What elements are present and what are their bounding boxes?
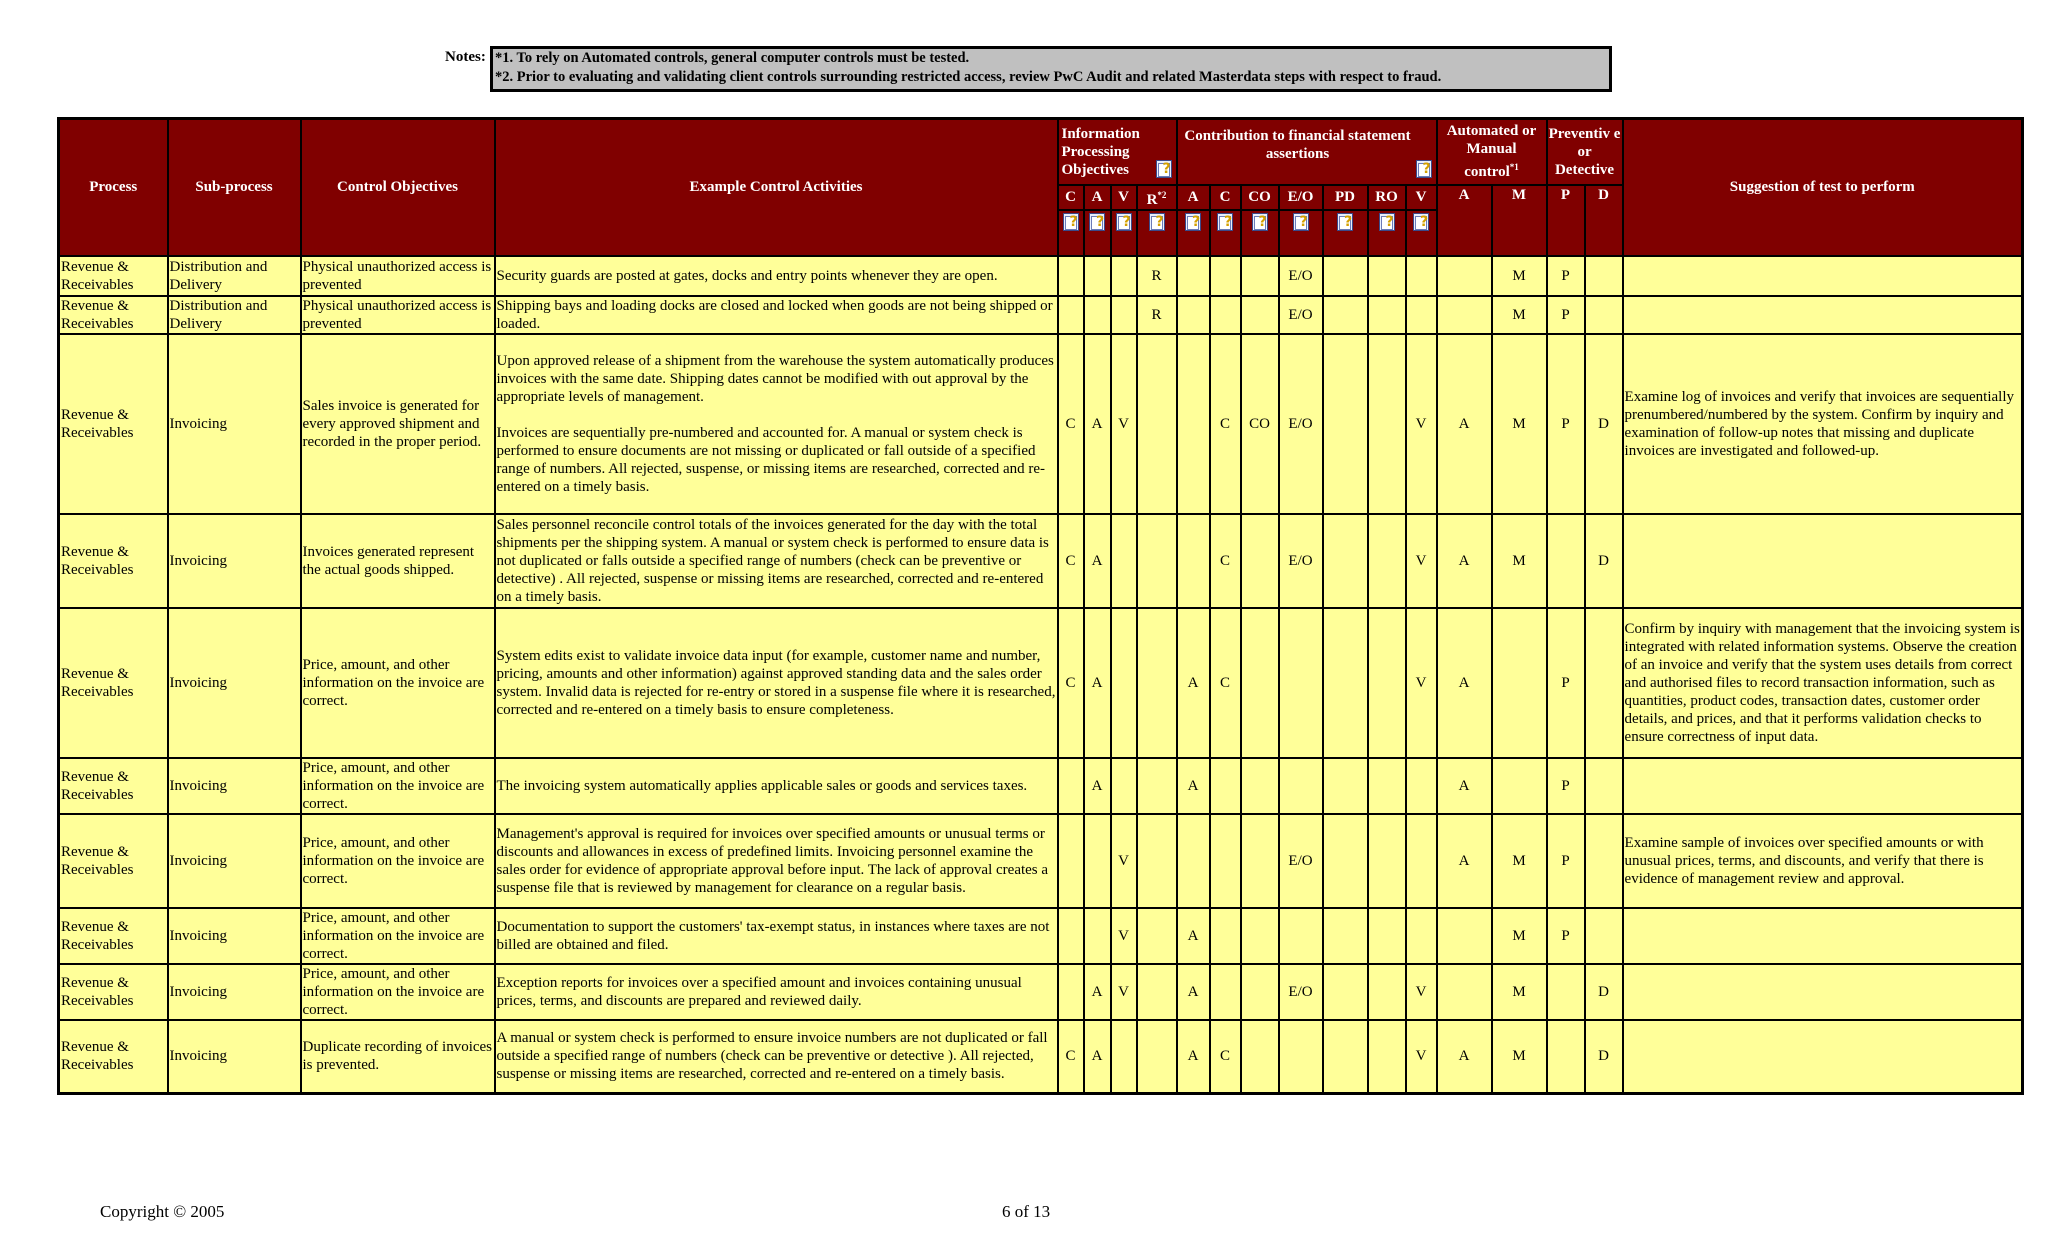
ipo-v-cell: V [1111, 908, 1137, 964]
det-cell [1585, 814, 1623, 908]
ipo-a-cell [1084, 814, 1111, 908]
header-fsa-group [1177, 119, 1437, 185]
auto-cell: A [1437, 758, 1492, 814]
manual-cell [1492, 758, 1547, 814]
header-icon-cell [1406, 210, 1437, 256]
det-cell: D [1585, 334, 1623, 514]
header-suggestion: Suggestion of test to perform [1623, 119, 2023, 256]
ipo-v-cell [1111, 514, 1137, 608]
header-ipo-r [1137, 185, 1177, 210]
prev-cell [1547, 964, 1585, 1020]
manual-cell: M [1492, 334, 1547, 514]
process-cell: Revenue & Receivables [59, 256, 168, 296]
help-document-icon[interactable] [1089, 213, 1105, 231]
ipo-c-cell: C [1058, 514, 1084, 608]
auto-cell: A [1437, 514, 1492, 608]
table-row [59, 964, 2023, 1020]
fsa-ro-cell [1368, 814, 1406, 908]
suggestion-cell [1623, 908, 2023, 964]
fsa-eo-cell [1279, 908, 1323, 964]
ipo-r-cell [1137, 758, 1177, 814]
fsa-co-cell [1241, 758, 1279, 814]
header-icon-cell [1368, 210, 1406, 256]
fsa-v-cell [1406, 908, 1437, 964]
subprocess-cell: Invoicing [168, 908, 301, 964]
process-cell: Revenue & Receivables [59, 964, 168, 1020]
ipo-c-cell [1058, 296, 1084, 334]
fsa-a-cell: A [1177, 758, 1210, 814]
header-prev: P [1547, 185, 1585, 256]
fsa-c-cell: C [1210, 334, 1241, 514]
fsa-a-cell: A [1177, 608, 1210, 758]
manual-cell: M [1492, 1020, 1547, 1094]
page-number: 6 of 13 [1002, 1202, 1051, 1221]
fsa-c-cell [1210, 964, 1241, 1020]
table-row [59, 334, 2023, 514]
ipo-v-cell [1111, 256, 1137, 296]
fsa-v-cell: V [1406, 514, 1437, 608]
fsa-eo-cell: E/O [1279, 334, 1323, 514]
det-cell [1585, 296, 1623, 334]
process-cell: Revenue & Receivables [59, 758, 168, 814]
header-am-sup: *1 [1509, 162, 1519, 173]
fsa-co-cell: CO [1241, 334, 1279, 514]
fsa-pd-cell [1323, 514, 1368, 608]
footer-copyright: Copyright © 2005 [100, 1202, 225, 1221]
process-cell: Revenue & Receivables [59, 514, 168, 608]
help-document-icon[interactable] [1252, 213, 1268, 231]
table-row [59, 908, 2023, 964]
fsa-eo-cell [1279, 1020, 1323, 1094]
activity-cell: A manual or system check is performed to ensure invoice numbers are not duplicated or fall outside a specified range of numbers (check can be preventive or detective ). All rejected, suspense or missing items are researched, corrected and re-entered on a timely basis. [495, 1020, 1058, 1094]
table-row [59, 758, 2023, 814]
header-icon-cell [1241, 210, 1279, 256]
prev-cell: P [1547, 608, 1585, 758]
subprocess-cell: Invoicing [168, 964, 301, 1020]
ipo-r-cell: R [1137, 256, 1177, 296]
ipo-r-cell [1137, 608, 1177, 758]
ipo-a-cell [1084, 296, 1111, 334]
ipo-a-cell [1084, 256, 1111, 296]
ipo-r-cell: R [1137, 296, 1177, 334]
auto-cell [1437, 964, 1492, 1020]
header-control-objectives: Control Objectives [301, 119, 495, 256]
table-body [59, 256, 2023, 1094]
ipo-v-cell: V [1111, 964, 1137, 1020]
fsa-eo-cell: E/O [1279, 514, 1323, 608]
fsa-pd-cell [1323, 964, 1368, 1020]
header-fsa-a: A [1177, 185, 1210, 210]
header-auto: A [1437, 185, 1492, 256]
manual-cell: M [1492, 814, 1547, 908]
fsa-pd-cell [1323, 1020, 1368, 1094]
det-cell [1585, 758, 1623, 814]
ipo-a-cell: A [1084, 334, 1111, 514]
activity-cell: The invoicing system automatically applies applicable sales or goods and services taxes. [495, 758, 1058, 814]
fsa-v-cell [1406, 256, 1437, 296]
fsa-v-cell [1406, 758, 1437, 814]
table-row [59, 514, 2023, 608]
help-document-icon[interactable] [1185, 213, 1201, 231]
table-row [59, 814, 2023, 908]
notes-box [490, 46, 1612, 92]
table-row [59, 608, 2023, 758]
objective-cell: Invoices generated represent the actual goods shipped. [301, 514, 495, 608]
subprocess-cell: Distribution and Delivery [168, 256, 301, 296]
auto-cell [1437, 296, 1492, 334]
header-ipo-a: A [1084, 185, 1111, 210]
manual-cell: M [1492, 964, 1547, 1020]
ipo-v-cell: V [1111, 334, 1137, 514]
header-icon-cell [1084, 210, 1111, 256]
header-fsa-c: C [1210, 185, 1241, 210]
auto-cell: A [1437, 334, 1492, 514]
auto-cell: A [1437, 608, 1492, 758]
fsa-eo-cell: E/O [1279, 296, 1323, 334]
process-cell: Revenue & Receivables [59, 908, 168, 964]
ipo-a-cell: A [1084, 514, 1111, 608]
header-fsa-co: CO [1241, 185, 1279, 210]
activity-cell: Security guards are posted at gates, docks and entry points whenever they are open. [495, 256, 1058, 296]
fsa-co-cell [1241, 814, 1279, 908]
fsa-ro-cell [1368, 758, 1406, 814]
fsa-eo-cell: E/O [1279, 964, 1323, 1020]
prev-cell: P [1547, 296, 1585, 334]
process-cell: Revenue & Receivables [59, 334, 168, 514]
fsa-eo-cell: E/O [1279, 256, 1323, 296]
help-document-icon[interactable] [1293, 213, 1309, 231]
fsa-co-cell [1241, 1020, 1279, 1094]
manual-cell [1492, 608, 1547, 758]
header-ipo-c: C [1058, 185, 1084, 210]
fsa-co-cell [1241, 514, 1279, 608]
prev-cell [1547, 514, 1585, 608]
ipo-r-cell [1137, 1020, 1177, 1094]
help-document-icon[interactable] [1416, 160, 1432, 178]
subprocess-cell: Invoicing [168, 1020, 301, 1094]
subprocess-cell: Invoicing [168, 608, 301, 758]
fsa-co-cell [1241, 608, 1279, 758]
ipo-r-cell [1137, 908, 1177, 964]
fsa-c-cell: C [1210, 514, 1241, 608]
suggestion-cell: Examine sample of invoices over specified amounts or with unusual prices, terms, and discounts, and verify that there is evidence of management review and approval. [1623, 814, 2023, 908]
help-document-icon[interactable] [1063, 213, 1079, 231]
objective-cell: Price, amount, and other information on the invoice are correct. [301, 758, 495, 814]
prev-cell [1547, 1020, 1585, 1094]
fsa-ro-cell [1368, 256, 1406, 296]
ipo-r-cell [1137, 514, 1177, 608]
table-row [59, 296, 2023, 334]
suggestion-cell: Examine log of invoices and verify that invoices are sequentially prenumbered/numbered by the system. Confirm by inquiry and examination of follow-up notes that missing and duplicate invoices are investigated and followed-up. [1623, 334, 2023, 514]
fsa-ro-cell [1368, 608, 1406, 758]
help-document-icon[interactable] [1116, 213, 1132, 231]
fsa-a-cell: A [1177, 1020, 1210, 1094]
activity-cell: Upon approved release of a shipment from the warehouse the system automatically produces invoices with the same date. Shipping dates cannot be modified with out approval by the appropriate levels of management. Invoices are sequentially pre-numbered and accounted for. A manual or system check is performed to ensure documents are not missing or duplicated or fall outside of a specified range of numbers. All rejected, suspense, or missing items are researched, corrected and re-entered on a timely basis. [495, 334, 1058, 514]
activity-cell: Documentation to support the customers' tax-exempt status, in instances where taxes are not billed are obtained and filed. [495, 908, 1058, 964]
fsa-ro-cell [1368, 964, 1406, 1020]
notes-label: Notes: [445, 49, 486, 65]
subprocess-cell: Distribution and Delivery [168, 296, 301, 334]
fsa-a-cell [1177, 256, 1210, 296]
fsa-co-cell [1241, 296, 1279, 334]
header-icon-cell [1137, 210, 1177, 256]
ipo-c-cell [1058, 256, 1084, 296]
fsa-c-cell [1210, 256, 1241, 296]
ipo-c-cell: C [1058, 608, 1084, 758]
suggestion-cell [1623, 514, 2023, 608]
subprocess-cell: Invoicing [168, 514, 301, 608]
objective-cell: Price, amount, and other information on the invoice are correct. [301, 964, 495, 1020]
suggestion-cell [1623, 296, 2023, 334]
prev-cell: P [1547, 334, 1585, 514]
controls-table [57, 117, 2024, 1095]
det-cell [1585, 256, 1623, 296]
det-cell: D [1585, 964, 1623, 1020]
subprocess-cell: Invoicing [168, 334, 301, 514]
table-row [59, 256, 2023, 296]
manual-cell: M [1492, 908, 1547, 964]
activity-cell: Management's approval is required for invoices over specified amounts or unusual terms or discounts and allowances in excess of predefined limits. Invoicing personnel examine the sales order for evidence of appropriate approval before input. The lack of approval creates a suspense file that is reviewed by management for clearance on a regular basis. [495, 814, 1058, 908]
activity-cell: Shipping bays and loading docks are closed and locked when goods are not being shipped or loaded. [495, 296, 1058, 334]
auto-cell [1437, 256, 1492, 296]
header-am-label: Automated or Manual control [1446, 123, 1537, 181]
activity-cell: Sales personnel reconcile control totals of the invoices generated for the day with the total shipments per the shipping system. A manual or system check is performed to ensure data is not duplicated or falls outside a specified range of numbers (check can be preventive or detective) . All rejected, suspense or missing items are researched, corrected and re-entered on a timely basis. [495, 514, 1058, 608]
fsa-eo-cell [1279, 758, 1323, 814]
det-cell: D [1585, 514, 1623, 608]
ipo-a-cell: A [1084, 608, 1111, 758]
fsa-c-cell: C [1210, 1020, 1241, 1094]
det-cell [1585, 908, 1623, 964]
fsa-co-cell [1241, 256, 1279, 296]
help-document-icon[interactable] [1413, 213, 1429, 231]
ipo-r-cell [1137, 814, 1177, 908]
ipo-v-cell [1111, 608, 1137, 758]
ipo-a-cell: A [1084, 1020, 1111, 1094]
fsa-a-cell: A [1177, 908, 1210, 964]
header-example-activities: Example Control Activities [495, 119, 1058, 256]
objective-cell: Physical unauthorized access is prevented [301, 296, 495, 334]
header-fsa-ro: RO [1368, 185, 1406, 210]
header-fsa-eo: E/O [1279, 185, 1323, 210]
prev-cell: P [1547, 908, 1585, 964]
fsa-c-cell [1210, 296, 1241, 334]
objective-cell: Duplicate recording of invoices is prevented. [301, 1020, 495, 1094]
help-document-icon[interactable] [1156, 160, 1172, 178]
header-ipo-group [1058, 119, 1177, 185]
ipo-v-cell [1111, 1020, 1137, 1094]
fsa-co-cell [1241, 908, 1279, 964]
header-fsa-pd: PD [1323, 185, 1368, 210]
fsa-v-cell: V [1406, 964, 1437, 1020]
fsa-c-cell [1210, 758, 1241, 814]
fsa-pd-cell [1323, 814, 1368, 908]
fsa-c-cell [1210, 814, 1241, 908]
manual-cell: M [1492, 256, 1547, 296]
prev-cell: P [1547, 256, 1585, 296]
process-cell: Revenue & Receivables [59, 1020, 168, 1094]
fsa-ro-cell [1368, 908, 1406, 964]
header-fsa-label: Contribution to financial statement assertions [1184, 127, 1411, 162]
fsa-v-cell: V [1406, 1020, 1437, 1094]
fsa-ro-cell [1368, 514, 1406, 608]
suggestion-cell [1623, 1020, 2023, 1094]
subprocess-cell: Invoicing [168, 814, 301, 908]
fsa-eo-cell [1279, 608, 1323, 758]
suggestion-cell [1623, 256, 2023, 296]
help-document-icon[interactable] [1337, 213, 1353, 231]
fsa-a-cell: A [1177, 964, 1210, 1020]
process-cell: Revenue & Receivables [59, 608, 168, 758]
objective-cell: Price, amount, and other information on the invoice are correct. [301, 608, 495, 758]
header-icon-cell [1177, 210, 1210, 256]
ipo-c-cell: C [1058, 1020, 1084, 1094]
fsa-c-cell: C [1210, 608, 1241, 758]
ipo-a-cell [1084, 908, 1111, 964]
fsa-pd-cell [1323, 758, 1368, 814]
det-cell: D [1585, 1020, 1623, 1094]
suggestion-cell [1623, 758, 2023, 814]
header-icon-cell [1210, 210, 1241, 256]
ipo-c-cell: C [1058, 334, 1084, 514]
manual-cell: M [1492, 514, 1547, 608]
ipo-v-cell [1111, 296, 1137, 334]
suggestion-cell: Confirm by inquiry with management that the invoicing system is integrated with related information systems. Observe the creation of an invoice and verify that the system uses details from correct and authorised files to record transaction information, such as quantities, product codes, transaction dates, customer order details, and prices, and that it performs validation checks to ensure correctness of input data. [1623, 608, 2023, 758]
ipo-v-cell [1111, 758, 1137, 814]
header-process: Process [59, 119, 168, 256]
header-manual: M [1492, 185, 1547, 256]
header-ipo-r-sup: *2 [1157, 189, 1167, 200]
header-am-group [1437, 119, 1547, 185]
objective-cell: Sales invoice is generated for every approved shipment and recorded in the proper period. [301, 334, 495, 514]
fsa-pd-cell [1323, 908, 1368, 964]
header-det: D [1585, 185, 1623, 256]
help-document-icon[interactable] [1379, 213, 1395, 231]
objective-cell: Price, amount, and other information on the invoice are correct. [301, 908, 495, 964]
auto-cell: A [1437, 814, 1492, 908]
process-cell: Revenue & Receivables [59, 296, 168, 334]
header-ipo-r-label: R [1146, 191, 1158, 208]
fsa-c-cell [1210, 908, 1241, 964]
auto-cell: A [1437, 1020, 1492, 1094]
table-row [59, 1020, 2023, 1094]
fsa-co-cell [1241, 964, 1279, 1020]
fsa-eo-cell: E/O [1279, 814, 1323, 908]
process-cell: Revenue & Receivables [59, 814, 168, 908]
activity-cell: System edits exist to validate invoice data input (for example, customer name and number, pricing, amounts and other information) against approved standing data and the sales order system. Invalid data is rejected for re-entry or stored in a suspense file where it is researched, corrected and re-entered on a timely basis to ensure completeness. [495, 608, 1058, 758]
prev-cell: P [1547, 814, 1585, 908]
fsa-pd-cell [1323, 296, 1368, 334]
ipo-v-cell: V [1111, 814, 1137, 908]
fsa-a-cell [1177, 814, 1210, 908]
header-icon-cell [1111, 210, 1137, 256]
header-icon-cell [1323, 210, 1368, 256]
header-ipo-v: V [1111, 185, 1137, 210]
auto-cell [1437, 908, 1492, 964]
fsa-v-cell: V [1406, 334, 1437, 514]
det-cell [1585, 608, 1623, 758]
header-icon-cell [1058, 210, 1084, 256]
fsa-pd-cell [1323, 256, 1368, 296]
fsa-pd-cell [1323, 608, 1368, 758]
ipo-c-cell [1058, 964, 1084, 1020]
manual-cell: M [1492, 296, 1547, 334]
header-pd-group: Preventiv e or Detective [1547, 119, 1623, 185]
ipo-c-cell [1058, 908, 1084, 964]
help-document-icon[interactable] [1217, 213, 1233, 231]
help-document-icon[interactable] [1149, 213, 1165, 231]
objective-cell: Price, amount, and other information on the invoice are correct. [301, 814, 495, 908]
ipo-c-cell [1058, 758, 1084, 814]
ipo-r-cell [1137, 964, 1177, 1020]
fsa-pd-cell [1323, 334, 1368, 514]
header-fsa-v: V [1406, 185, 1437, 210]
header-icon-cell [1279, 210, 1323, 256]
note-line-2: *2. Prior to evaluating and validating client controls surrounding restricted access, review PwC Audit and related Masterdata steps with respect to fraud. [495, 69, 1442, 85]
ipo-a-cell: A [1084, 964, 1111, 1020]
subprocess-cell: Invoicing [168, 758, 301, 814]
fsa-v-cell: V [1406, 608, 1437, 758]
ipo-c-cell [1058, 814, 1084, 908]
fsa-v-cell [1406, 814, 1437, 908]
prev-cell: P [1547, 758, 1585, 814]
objective-cell: Physical unauthorized access is prevented [301, 256, 495, 296]
activity-cell: Exception reports for invoices over a specified amount and invoices containing unusual prices, terms, and discounts are prepared and reviewed daily. [495, 964, 1058, 1020]
header-ipo-label: Information Processing Objectives [1061, 125, 1140, 178]
fsa-v-cell [1406, 296, 1437, 334]
fsa-a-cell [1177, 296, 1210, 334]
fsa-ro-cell [1368, 334, 1406, 514]
ipo-a-cell: A [1084, 758, 1111, 814]
fsa-ro-cell [1368, 1020, 1406, 1094]
suggestion-cell [1623, 964, 2023, 1020]
fsa-a-cell [1177, 334, 1210, 514]
fsa-a-cell [1177, 514, 1210, 608]
ipo-r-cell [1137, 334, 1177, 514]
header-subprocess: Sub-process [168, 119, 301, 256]
fsa-ro-cell [1368, 296, 1406, 334]
note-line-1: *1. To rely on Automated controls, general computer controls must be tested. [495, 50, 970, 66]
